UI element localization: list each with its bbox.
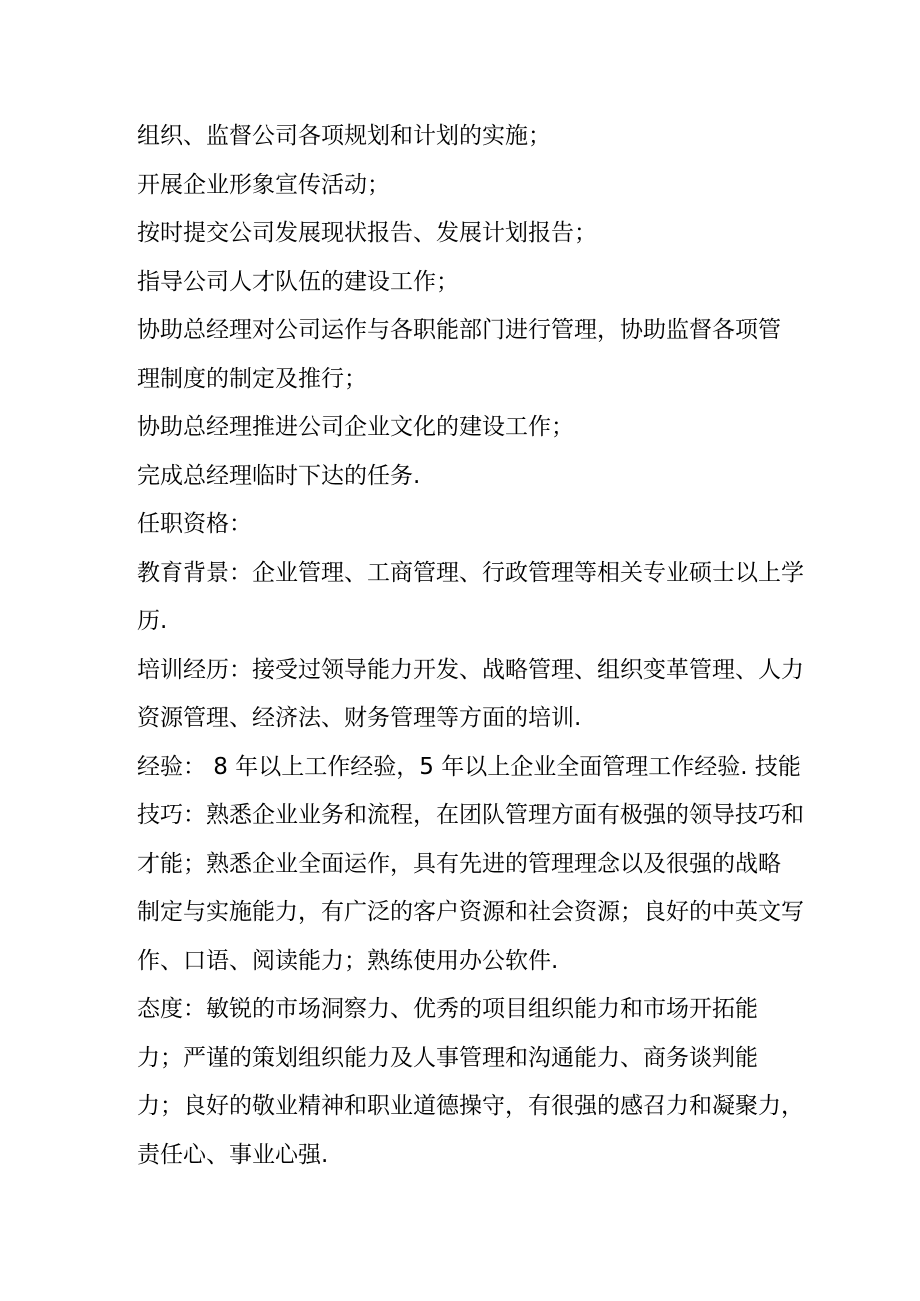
text-line: 才能；熟悉企业全面运作，具有先进的管理理念以及很强的战略 <box>137 850 781 877</box>
text-line: 作、口语、阅读能力；熟练使用办公软件. <box>137 947 559 974</box>
document-body <box>137 112 804 1179</box>
text-line: 培训经历：接受过领导能力开发、战略管理、组织变革管理、人力 <box>137 656 804 683</box>
text-line: 开展企业形象宣传活动； <box>137 171 390 198</box>
text-line: 协助总经理对公司运作与各职能部门进行管理，协助监督各项管 <box>137 317 781 343</box>
section-heading: 任职资格： <box>137 511 252 537</box>
text-line: 理制度的制定及推行； <box>137 365 367 392</box>
text-line: 指导公司人才队伍的建设工作； <box>137 268 459 295</box>
text-line: 组织、监督公司各项规划和计划的实施； <box>137 123 551 149</box>
text-line: 制定与实施能力，有广泛的客户资源和社会资源；良好的中英文写 <box>137 899 804 925</box>
text-line: 责任心、事业心强. <box>137 1141 329 1168</box>
text-line: 力；严谨的策划组织能力及人事管理和沟通能力、商务谈判能 <box>137 1044 758 1071</box>
text-line: 技巧：熟悉企业业务和流程，在团队管理方面有极强的领导技巧和 <box>137 802 804 828</box>
text-line: 教育背景：企业管理、工商管理、行政管理等相关专业硕士以上学 <box>137 559 804 586</box>
text-line: 历. <box>137 608 168 634</box>
text-line: 力；良好的敬业精神和职业道德操守，有很强的感召力和凝聚力， <box>137 1093 804 1119</box>
text-line: 按时提交公司发展现状报告、发展计划报告； <box>137 220 597 246</box>
text-line: 资源管理、经济法、财务管理等方面的培训. <box>137 705 582 731</box>
text-line: 态度：敏锐的市场洞察力、优秀的项目组织能力和市场开拓能 <box>137 996 758 1022</box>
text-line: 完成总经理临时下达的任务. <box>137 462 421 489</box>
text-line: 协助总经理推进公司企业文化的建设工作； <box>137 414 574 440</box>
text-line: 经验： 8 年以上工作经验，5 年以上企业全面管理工作经验. 技能 <box>137 753 801 780</box>
